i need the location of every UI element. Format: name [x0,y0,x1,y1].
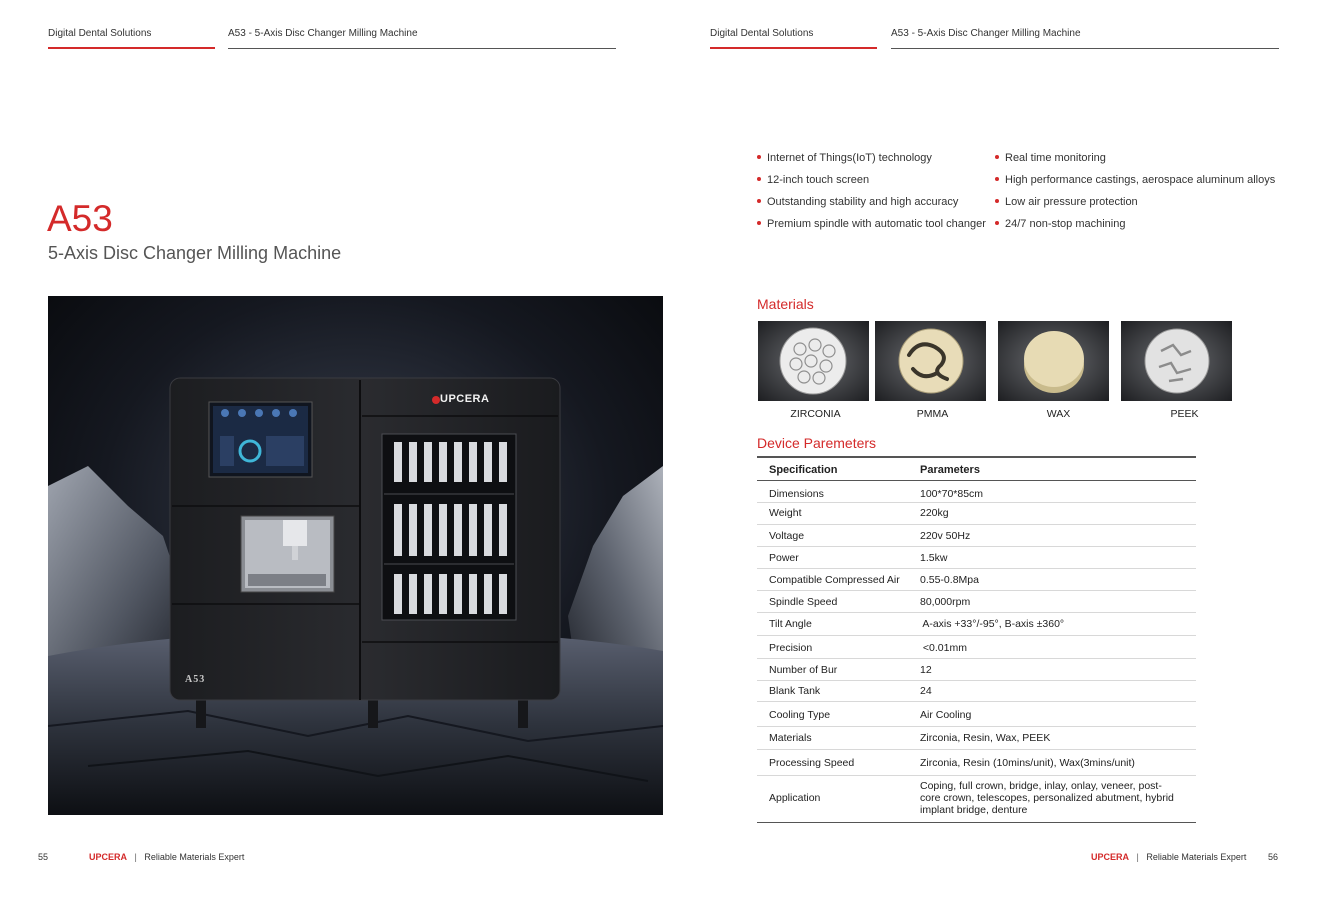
product-code: A53 [47,198,113,239]
header-title-left: A53 - 5-Axis Disc Changer Milling Machine [228,28,418,39]
row-value: Zirconia, Resin (10mins/unit), Wax(3mins/unit) [920,757,1135,769]
table-row [757,569,1196,591]
feature-text: 12-inch touch screen [767,174,870,186]
feature-item [757,174,869,186]
machine-badge: A53 [185,674,206,685]
footer-brand: UPCERA [89,852,128,862]
row-value: 220v 50Hz [920,530,971,542]
page-number-right: 56 [1268,852,1279,862]
feature-text: Real time monitoring [1005,152,1106,164]
row-spec: Processing Speed [769,757,855,769]
feature-text: High performance castings, aerospace aluminum alloys [1005,174,1276,186]
product-photo [48,296,663,815]
row-value: Coping, full crown, bridge, inlay, onlay, veneer, post-core crown, telescopes, personalized abutment, hybrid implant bridge, denture [920,780,1174,816]
row-value: 80,000rpm [920,596,971,608]
row-value: 12 [920,664,932,676]
table-row [757,702,1196,727]
table-row [757,547,1196,569]
parameters-table [757,456,1196,823]
header-rule-right [891,48,1279,49]
row-spec: Compatible Compressed Air [769,574,900,586]
table-row [757,525,1196,547]
feature-item [995,152,1106,164]
table-row [757,591,1196,613]
row-spec: Application [769,792,821,804]
header-title-right: A53 - 5-Axis Disc Changer Milling Machine [891,28,1081,39]
zirconia-image [758,321,869,401]
footer-separator: | [134,852,137,862]
row-spec: Cooling Type [769,709,831,721]
table-row [757,681,1196,702]
feature-item [995,218,1125,230]
bullet-icon [995,155,999,159]
table-row [757,727,1196,750]
row-spec: Voltage [769,530,805,542]
parameters-title: Device Paremeters [757,435,877,451]
page-number-left: 55 [38,852,49,862]
row-spec: Tilt Angle [769,618,812,630]
machine-brand-label: UPCERA [440,393,490,405]
peek-image [1121,321,1232,401]
feature-text: Outstanding stability and high accuracy [767,196,959,208]
table-bottom-rule [757,822,1196,823]
row-value: <0.01mm [920,642,967,654]
footer-left [89,852,244,862]
table-row [757,659,1196,681]
pmma-image [875,321,986,401]
material-label: ZIRCONIA [790,408,841,420]
row-value: A-axis +33°/-95°, B-axis ±360° [920,618,1065,630]
material-label: WAX [1046,408,1071,420]
footer-brand: UPCERA [1091,852,1130,862]
table-header-row [757,458,1196,481]
feature-item [757,152,932,164]
row-spec: Power [769,552,799,564]
header-red-rule-left [48,47,215,49]
feature-item [995,196,1138,208]
row-spec: Materials [769,732,812,744]
feature-text: Internet of Things(IoT) technology [767,152,932,164]
header-section-right: Digital Dental Solutions [710,28,814,39]
row-spec: Weight [769,507,802,519]
row-value: Zirconia, Resin, Wax, PEEK [920,732,1051,744]
bullet-icon [757,199,761,203]
feature-text: Low air pressure protection [1005,196,1138,208]
row-value: 0.55-0.8Mpa [920,574,979,586]
table-row [757,636,1196,659]
row-spec: Precision [769,642,813,654]
materials-title: Materials [757,296,814,312]
feature-item [757,218,986,230]
row-spec: Dimensions [769,488,824,500]
bullet-icon [995,199,999,203]
material-label: PMMA [916,408,949,420]
footer-tagline: Reliable Materials Expert [1146,852,1247,862]
product-subtitle: 5-Axis Disc Changer Milling Machine [48,243,342,263]
row-spec: Spindle Speed [769,596,838,608]
feature-text: 24/7 non-stop machining [1005,218,1126,230]
header-section-left: Digital Dental Solutions [48,28,152,39]
header-spec: Specification [769,464,838,476]
table-row [757,776,1196,822]
bullet-icon [757,221,761,225]
header-param: Parameters [920,464,980,476]
table-row [757,481,1196,503]
footer-tagline: Reliable Materials Expert [144,852,245,862]
row-value: 100*70*85cm [920,488,984,500]
table-row [757,750,1196,776]
wax-image [998,321,1109,401]
bullet-icon [757,177,761,181]
row-value: 24 [920,685,932,697]
bullet-icon [995,221,999,225]
row-value: Air Cooling [920,709,972,721]
header-red-rule-right [710,47,877,49]
row-value: 220kg [920,507,949,519]
row-spec: Number of Bur [769,664,838,676]
feature-item [757,196,958,208]
feature-item [995,174,1275,186]
bullet-icon [995,177,999,181]
table-row [757,503,1196,525]
bullet-icon [757,155,761,159]
table-row [757,613,1196,636]
material-label: PEEK [1170,408,1199,420]
footer-right [1091,852,1246,862]
row-value: 1.5kw [920,552,948,564]
footer-separator: | [1136,852,1139,862]
feature-text: Premium spindle with automatic tool changer [767,218,986,230]
header-rule-left [228,48,616,49]
row-spec: Blank Tank [769,685,821,697]
